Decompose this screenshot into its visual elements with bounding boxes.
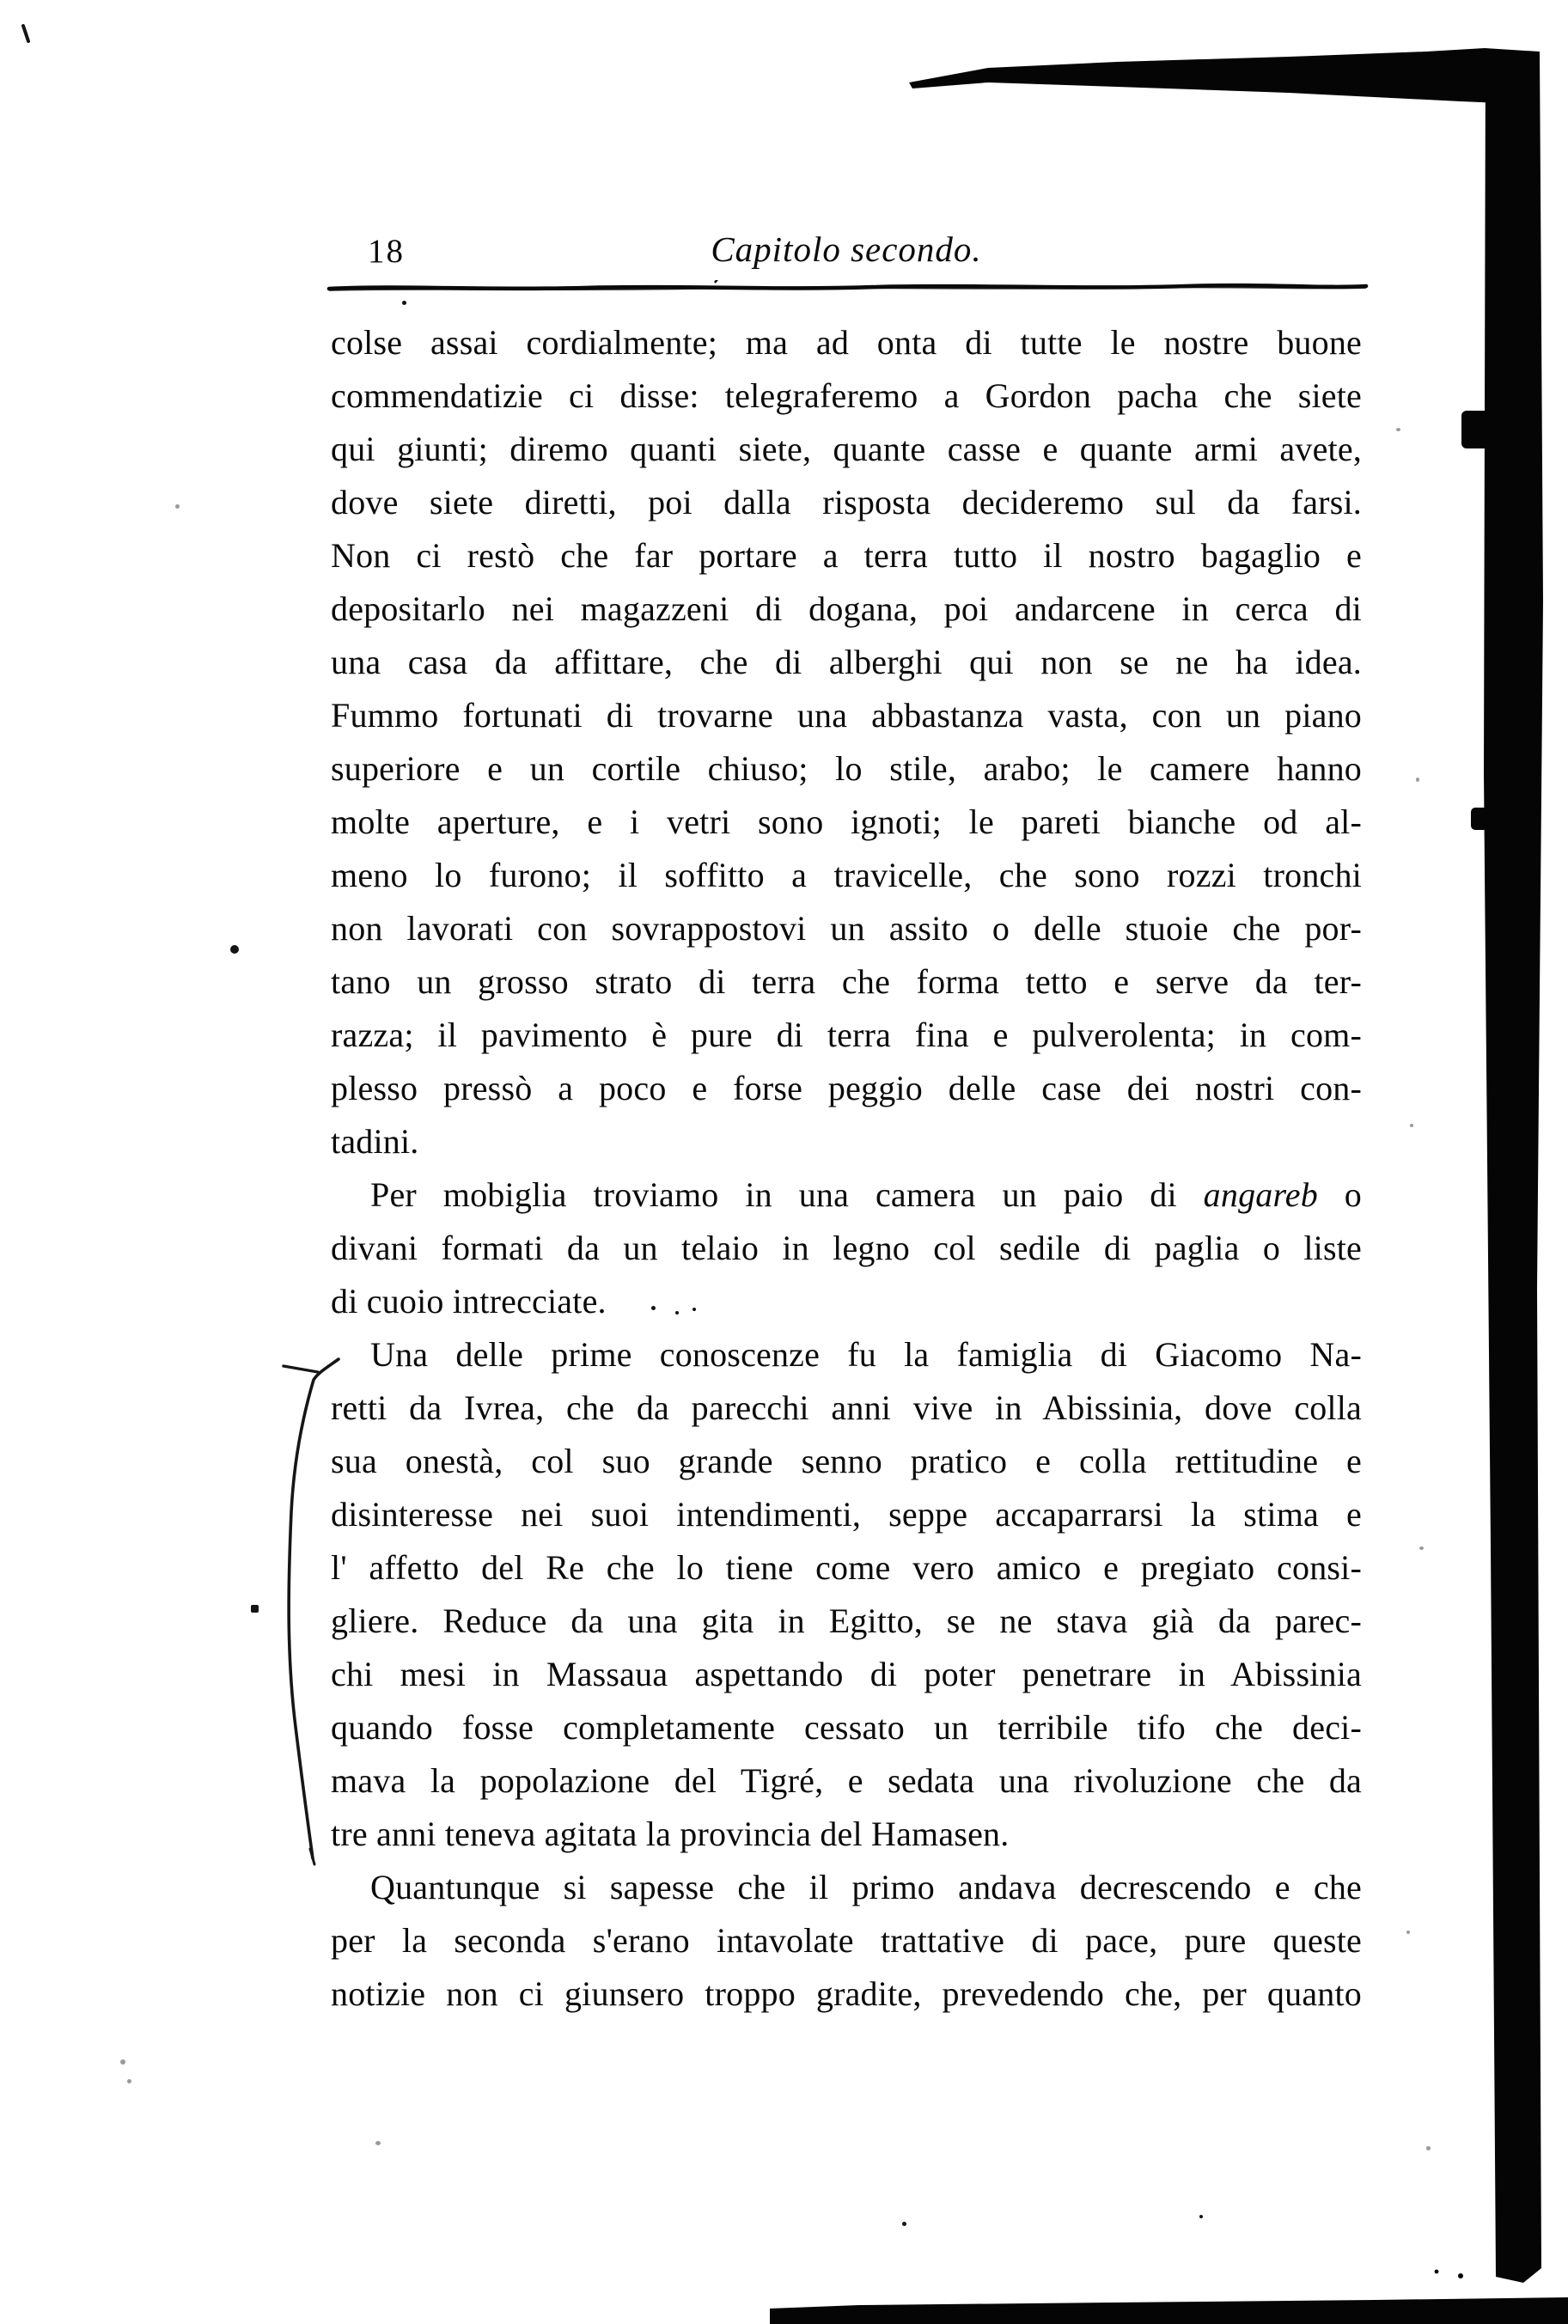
scan-artifact-corner-tick <box>23 26 28 41</box>
text-line: tano un grosso strato di terra che forma tetto e serve da ter- <box>331 962 1362 1001</box>
text-line: per la seconda s'erano intavolate trattative di pace, pure queste <box>331 1921 1362 1960</box>
ink-speck <box>1199 2215 1203 2218</box>
text-line: divani formati da un telaio in legno col sedile di paglia o liste <box>331 1229 1362 1267</box>
header-rule <box>326 280 1370 297</box>
text-line: Non ci restò che far portare a terra tutto il nostro bagaglio e <box>331 536 1362 575</box>
text-line: depositarlo nei magazzeni di dogana, poi andarcene in cerca di <box>331 589 1362 628</box>
ink-speck <box>692 1308 696 1311</box>
text-line: gliere. Reduce da una gita in Egitto, se ne stava già da parec- <box>331 1601 1362 1640</box>
ink-speck <box>120 2059 125 2065</box>
ink-speck <box>402 301 406 305</box>
text-line: notizie non ci giunsero troppo gradite, prevedendo che, per quanto <box>331 1974 1362 2013</box>
ink-speck <box>127 2079 131 2083</box>
ink-speck <box>175 504 180 509</box>
text-line: una casa da affittare, che di alberghi qui non se ne ha idea. <box>331 643 1362 681</box>
scan-artifact-top-bar <box>909 48 1540 105</box>
text-line: qui giunti; diremo quanti siete, quante casse e quante armi avete, <box>331 430 1362 468</box>
text-line: tadini. <box>331 1122 419 1161</box>
text-line: quando fosse completamente cessato un terribile tifo che deci- <box>331 1708 1362 1747</box>
text-line: razza; il pavimento è pure di terra fina e pulverolenta; in com- <box>331 1016 1362 1054</box>
ink-speck <box>1406 1931 1410 1934</box>
text-line: non lavorati con sovrappostovi un assito o delle stuoie che por- <box>331 909 1362 948</box>
ink-speck <box>675 1311 679 1314</box>
ink-speck <box>1426 2146 1431 2150</box>
text-line: colse assai cordialmente; ma ad onta di tutte le nostre buone <box>331 323 1362 362</box>
text-line: chi mesi in Massaua aspettando di poter penetrare in Abissinia <box>331 1655 1362 1693</box>
text-line: molte aperture, e i vetri sono ignoti; le pareti bianche od al- <box>331 802 1362 841</box>
text-line: retti da Ivrea, che da parecchi anni vive in Abissinia, dove colla <box>331 1388 1362 1427</box>
ink-speck <box>1416 778 1419 782</box>
ink-speck <box>902 2222 906 2226</box>
text-line: Quantunque si sapesse che il primo andava decrescendo e che <box>370 1868 1362 1906</box>
ink-speck <box>1419 1546 1424 1550</box>
body-text <box>331 316 1362 2021</box>
ink-speck <box>375 2141 381 2145</box>
ink-speck <box>230 945 239 954</box>
text-line: di cuoio intrecciate. <box>331 1282 607 1321</box>
text-line: disinteresse nei suoi intendimenti, seppe accaparrarsi la stima e <box>331 1495 1362 1534</box>
text-line: Una delle prime conoscenze fu la famiglia di Giacomo Na- <box>370 1335 1362 1374</box>
text-line: meno lo furono; il soffitto a travicelle, che sono rozzi tronchi <box>331 856 1362 894</box>
text-line: dove siete diretti, poi dalla risposta decideremo sul da farsi. <box>331 483 1362 522</box>
text-line: mava la popolazione del Tigré, e sedata una rivoluzione che da <box>331 1761 1362 1800</box>
ink-speck <box>1410 1124 1413 1127</box>
text-line: tre anni teneva agitata la provincia del Hamasen. <box>331 1815 1010 1853</box>
text-line: l' affetto del Re che lo tiene come vero amico e pregiato consi- <box>331 1548 1362 1587</box>
text-line: Fummo fortunati di trovarne una abbastanza vasta, con un piano <box>331 696 1362 735</box>
text-line: sua onestà, col suo grande senno pratico e colla rettitudine e <box>331 1442 1362 1480</box>
ink-speck <box>651 1306 656 1310</box>
running-head: Capitolo secondo. <box>711 229 982 269</box>
text-line: superiore e un cortile chiuso; lo stile, arabo; le camere hanno <box>331 749 1362 788</box>
page-number: 18 <box>368 233 405 270</box>
scan-artifact-right-bar <box>1484 52 1543 2283</box>
text-line: plesso pressò a poco e forse peggio delle case dei nostri con- <box>331 1069 1362 1107</box>
ink-speck <box>1396 428 1400 431</box>
text-line: Per mobiglia troviamo in una camera un paio di angareb o <box>370 1175 1362 1214</box>
scan-artifact-bottom-bar <box>770 2297 1568 2324</box>
text-line: commendatizie ci disse: telegraferemo a Gordon pacha che siete <box>331 376 1362 415</box>
ink-speck <box>251 1605 259 1613</box>
